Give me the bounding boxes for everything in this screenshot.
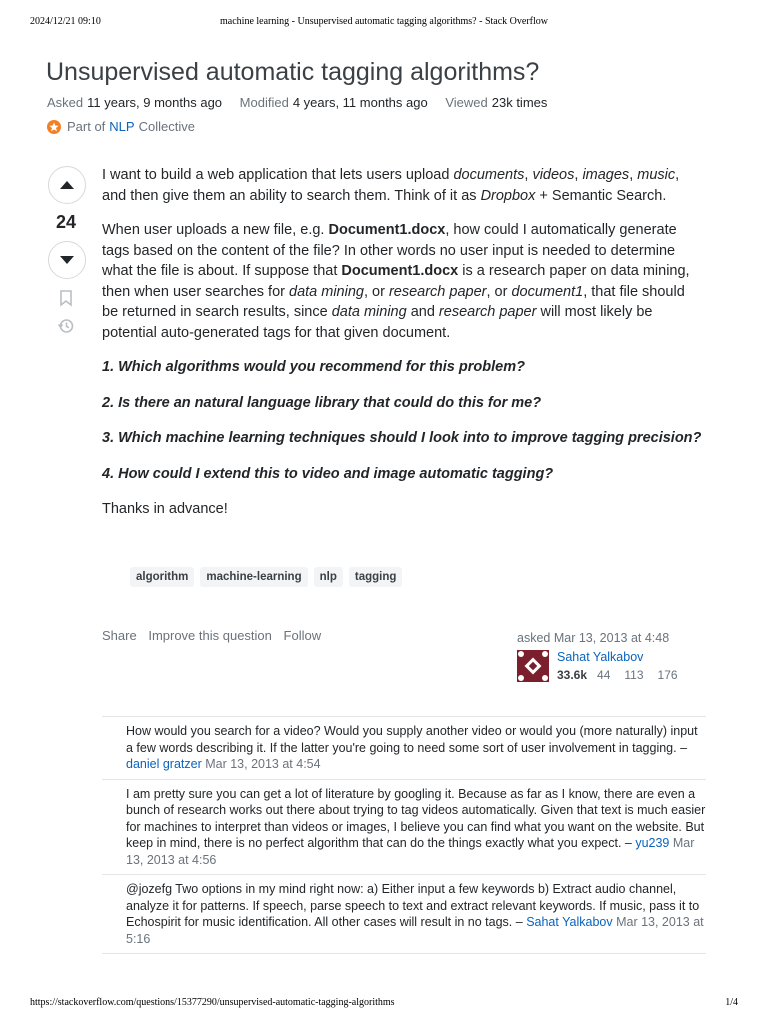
- tag-tagging[interactable]: tagging: [349, 567, 403, 587]
- bookmark-icon[interactable]: [57, 289, 75, 307]
- asked-timestamp: asked Mar 13, 2013 at 4:48: [517, 631, 670, 645]
- comment-date[interactable]: Mar 13, 2013 at 4:56: [126, 836, 695, 867]
- body-thanks: Thanks in advance!: [102, 501, 228, 517]
- silver-badges: 113: [624, 668, 644, 682]
- downvote-button[interactable]: [48, 241, 86, 279]
- share-link[interactable]: Share: [102, 628, 137, 643]
- tag-nlp[interactable]: nlp: [314, 567, 343, 587]
- body-question-3: 3. Which machine learning techniques should I look into to improve tagging precision?: [102, 430, 702, 446]
- comment-list: [102, 716, 706, 954]
- bronze-badges: 176: [657, 668, 678, 682]
- post-actions: [102, 628, 329, 643]
- vote-count: 24: [55, 212, 77, 232]
- asked-value: 11 years, 9 months ago: [87, 95, 223, 110]
- print-page-title: machine learning - Unsupervised automatic tagging algorithms? - Stack Overflow: [220, 16, 548, 27]
- viewed-value: 23k times: [491, 95, 548, 110]
- body-paragraph-2: When user uploads a new file, e.g. Document1.docx, how could I automatically generate tags based on the content of the file? In other words no user input is needed to determine what the file is about. If suppose that Document1.docx is a research paper on data mining, then when user searches for data mining, or research paper, or document1, that file should be returned in search results, since data mining and research paper will most likely be potential auto-generated tags for that given document.: [102, 222, 690, 341]
- collective-suffix: Collective: [138, 119, 195, 134]
- body-question-1: 1. Which algorithms would you recommend for this problem?: [102, 359, 525, 375]
- history-icon[interactable]: [57, 317, 75, 335]
- improve-question-link[interactable]: Improve this question: [148, 628, 272, 643]
- reputation: 33.6k: [557, 668, 588, 682]
- collective-prefix: Part of: [67, 119, 106, 134]
- tag-list: [130, 567, 402, 587]
- question-meta: [47, 95, 561, 110]
- modified-label: Modified: [239, 95, 289, 110]
- comment-text: @jozefg Two options in my mind right now: a) Either input a few keywords b) Extract audio channel, analyze it for patterns. If speech, parse speech to text and extract relevant keywords. If music, pass it to Echospirit for music identification. All other cases will result in no tags. –: [126, 882, 700, 929]
- tag-machine-learning[interactable]: machine-learning: [200, 567, 307, 587]
- comment-date[interactable]: Mar 13, 2013 at 5:16: [126, 915, 704, 946]
- question-body: [102, 165, 702, 534]
- follow-link[interactable]: Follow: [283, 628, 322, 643]
- tag-algorithm[interactable]: algorithm: [130, 567, 194, 587]
- collective-line: [47, 119, 195, 134]
- arrow-down-icon: [59, 255, 75, 265]
- collective-link[interactable]: NLP: [109, 119, 135, 134]
- body-question-4: 4. How could I extend this to video and image automatic tagging?: [102, 465, 554, 482]
- avatar[interactable]: [517, 650, 549, 682]
- asked-label: Asked: [47, 95, 84, 110]
- print-url: https://stackoverflow.com/questions/15377290/unsupervised-automatic-tagging-algorithms: [30, 997, 395, 1008]
- user-card: [517, 650, 692, 682]
- arrow-up-icon: [59, 180, 75, 190]
- collective-badge-icon: [47, 120, 61, 134]
- comment: [102, 716, 706, 779]
- comment: [102, 874, 706, 954]
- body-paragraph-1: I want to build a web application that lets users upload documents, videos, images, music, and then give them an ability to search them. Think of it as Dropbox + Semantic Search.: [102, 167, 680, 204]
- body-question-2: 2. Is there an natural language library that could do this for me?: [102, 394, 542, 411]
- print-page-number: 1/4: [725, 997, 738, 1008]
- comment-text: How would you search for a video? Would you supply another video or would you (more naturally) input a few words describing it. If the latter you're going to need some sort of user involvement in tagging. –: [126, 724, 698, 755]
- vote-cell: [46, 166, 86, 335]
- comment: [102, 779, 706, 875]
- question-title[interactable]: Unsupervised automatic tagging algorithms?: [46, 58, 540, 86]
- user-name[interactable]: Sahat Yalkabov: [557, 650, 644, 664]
- comment-date[interactable]: Mar 13, 2013 at 4:54: [201, 757, 321, 771]
- comment-author[interactable]: daniel gratzer: [126, 757, 202, 771]
- user-stats: [557, 668, 692, 682]
- modified-value[interactable]: 4 years, 11 months ago: [292, 95, 428, 110]
- comment-author[interactable]: yu239: [635, 836, 670, 850]
- comment-text: I am pretty sure you can get a lot of literature by googling it. Because as far as I know, there are even a bunch of research works out there about trying to tag videos automatically. Given that text is much easier for machines to interpret than videos or images, I believe you can find what you want on the website. But keep in mind, there is no perfect algorithm that can do the things exactly what you expect. –: [126, 786, 706, 850]
- viewed-label: Viewed: [445, 95, 488, 110]
- comment-author[interactable]: Sahat Yalkabov: [526, 915, 613, 929]
- upvote-button[interactable]: [48, 166, 86, 204]
- gold-badges: 44: [597, 668, 611, 682]
- print-datetime: 2024/12/21 09:10: [30, 16, 101, 27]
